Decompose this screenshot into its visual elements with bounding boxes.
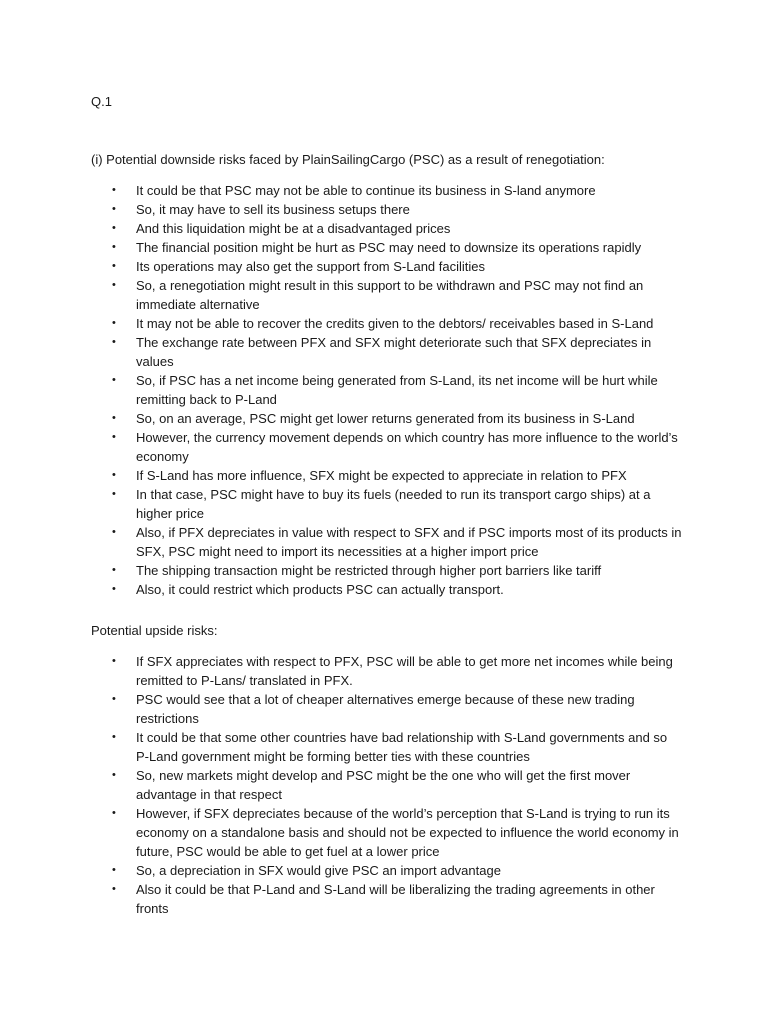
list-item	[0, 181, 768, 200]
upside-risks-list	[0, 652, 768, 918]
bullet-glyph: •	[112, 883, 116, 895]
list-item-text: The exchange rate between PFX and SFX might deteriorate such that SFX depreciates in values	[136, 335, 652, 369]
list-item-text: If SFX appreciates with respect to PFX, PSC will be able to get more net incomes while being remitted to P-Lans/ translated in PFX.	[136, 654, 673, 688]
list-item	[0, 690, 768, 728]
bullet-glyph: •	[112, 412, 116, 424]
bullet-glyph: •	[112, 222, 116, 234]
question-label: Q.1	[91, 94, 112, 109]
list-item-text: So, a renegotiation might result in this support to be withdrawn and PSC may not find an immediate alternative	[136, 278, 644, 312]
list-item	[0, 276, 768, 314]
list-item-text: PSC would see that a lot of cheaper alternatives emerge because of these new trading restrictions	[136, 692, 635, 726]
list-item	[0, 523, 768, 561]
upside-risks-heading: Potential upside risks:	[91, 623, 218, 638]
list-item	[0, 238, 768, 257]
bullet-glyph: •	[112, 203, 116, 215]
bullet-glyph: •	[112, 241, 116, 253]
bullet-glyph: •	[112, 260, 116, 272]
downside-risks-heading: (i) Potential downside risks faced by PlainSailingCargo (PSC) as a result of renegotiation:	[91, 152, 605, 167]
list-item	[0, 880, 768, 918]
downside-risks-list	[0, 181, 768, 599]
list-item-text: So, a depreciation in SFX would give PSC an import advantage	[136, 863, 501, 878]
bullet-glyph: •	[112, 317, 116, 329]
bullet-glyph: •	[112, 431, 116, 443]
list-item	[0, 485, 768, 523]
list-item-text: Also, if PFX depreciates in value with respect to SFX and if PSC imports most of its products in SFX, PSC might need to import its necessities at a higher import price	[136, 525, 682, 559]
list-item-text: Also it could be that P-Land and S-Land will be liberalizing the trading agreements in other fronts	[136, 882, 655, 916]
list-item	[0, 652, 768, 690]
list-item	[0, 200, 768, 219]
list-item	[0, 766, 768, 804]
list-item-text: So, on an average, PSC might get lower returns generated from its business in S-Land	[136, 411, 635, 426]
bullet-glyph: •	[112, 693, 116, 705]
list-item-text: Its operations may also get the support from S-Land facilities	[136, 259, 486, 274]
list-item	[0, 333, 768, 371]
list-item	[0, 314, 768, 333]
list-item-text: The financial position might be hurt as PSC may need to downsize its operations rapidly	[136, 240, 642, 255]
list-item-text: The shipping transaction might be restricted through higher port barriers like tariff	[136, 563, 602, 578]
bullet-glyph: •	[112, 279, 116, 291]
list-item	[0, 409, 768, 428]
list-item-text: And this liquidation might be at a disadvantaged prices	[136, 221, 451, 236]
list-item-text: It could be that PSC may not be able to continue its business in S-land anymore	[136, 183, 596, 198]
bullet-glyph: •	[112, 731, 116, 743]
list-item-text: If S-Land has more influence, SFX might be expected to appreciate in relation to PFX	[136, 468, 627, 483]
list-item-text: So, if PSC has a net income being generated from S-Land, its net income will be hurt while remitting back to P-Land	[136, 373, 658, 407]
list-item-text: So, it may have to sell its business setups there	[136, 202, 410, 217]
bullet-glyph: •	[112, 655, 116, 667]
list-item-text: However, the currency movement depends on which country has more influence to the world’s economy	[136, 430, 678, 464]
list-item	[0, 371, 768, 409]
list-item	[0, 804, 768, 861]
list-item	[0, 257, 768, 276]
list-item	[0, 728, 768, 766]
bullet-glyph: •	[112, 336, 116, 348]
list-item-text: So, new markets might develop and PSC might be the one who will get the first mover advantage in that respect	[136, 768, 631, 802]
bullet-glyph: •	[112, 526, 116, 538]
bullet-glyph: •	[112, 488, 116, 500]
list-item	[0, 561, 768, 580]
list-item	[0, 428, 768, 466]
bullet-glyph: •	[112, 807, 116, 819]
list-item-text: However, if SFX depreciates because of the world’s perception that S-Land is trying to run its economy on a standalone basis and should not be expected to influence the world economy in future, PSC would be able to get fuel at a lower price	[136, 806, 679, 859]
list-item-text: Also, it could restrict which products PSC can actually transport.	[136, 582, 504, 597]
bullet-glyph: •	[112, 769, 116, 781]
bullet-glyph: •	[112, 374, 116, 386]
bullet-glyph: •	[112, 583, 116, 595]
bullet-glyph: •	[112, 184, 116, 196]
bullet-glyph: •	[112, 864, 116, 876]
list-item	[0, 861, 768, 880]
list-item-text: In that case, PSC might have to buy its fuels (needed to run its transport cargo ships) at a higher price	[136, 487, 651, 521]
list-item-text: It may not be able to recover the credits given to the debtors/ receivables based in S-Land	[136, 316, 654, 331]
list-item	[0, 580, 768, 599]
list-item	[0, 466, 768, 485]
bullet-glyph: •	[112, 469, 116, 481]
list-item	[0, 219, 768, 238]
bullet-glyph: •	[112, 564, 116, 576]
list-item-text: It could be that some other countries have bad relationship with S-Land governments and so P-Land government might be forming better ties with these countries	[136, 730, 668, 764]
